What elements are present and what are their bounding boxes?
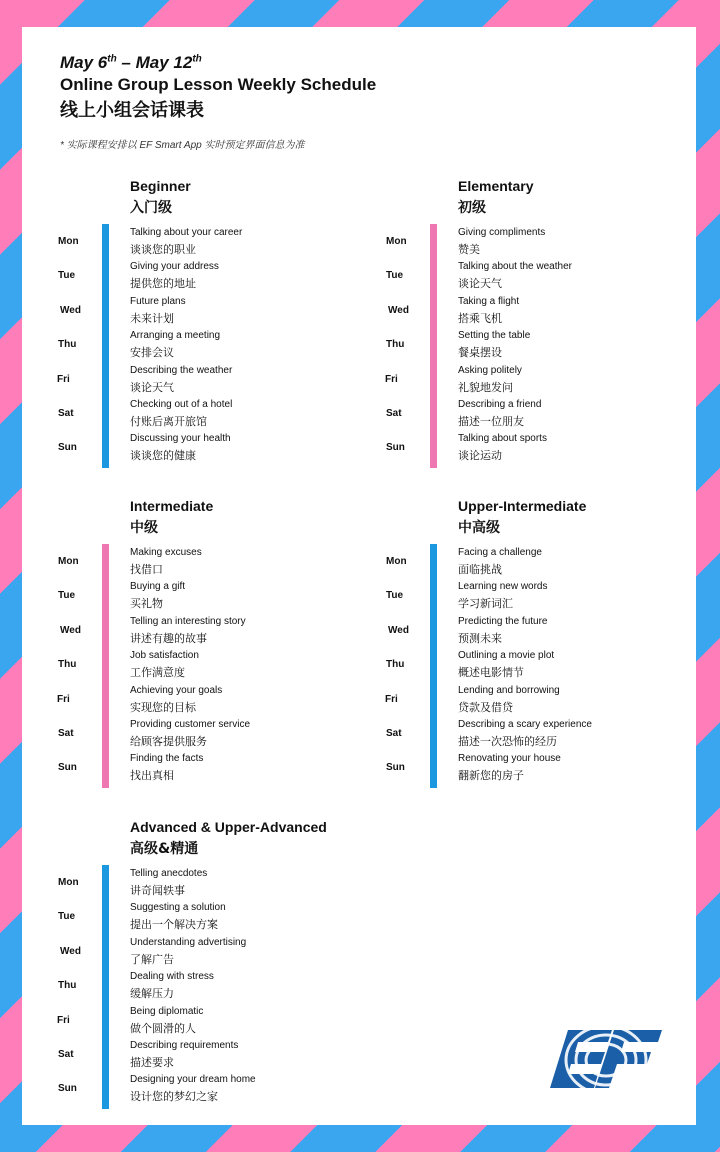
lesson-row <box>386 649 686 683</box>
lesson-row <box>58 546 358 580</box>
schedule-card <box>22 27 696 1125</box>
day-label: Mon <box>386 236 407 247</box>
day-label: Wed <box>60 304 81 316</box>
lesson-topic-en: Being diplomatic <box>130 1005 204 1017</box>
lesson-topic-en: Outlining a movie plot <box>458 650 555 662</box>
lesson-topic-cn: 买礼物 <box>130 597 163 611</box>
day-label: Sun <box>58 442 77 454</box>
lesson-topic-cn: 预测未来 <box>458 631 502 645</box>
day-label: Thu <box>386 659 405 671</box>
level-title-cn: 初级 <box>458 200 486 216</box>
lesson-topic-cn: 学习新词汇 <box>458 597 513 611</box>
day-label: Mon <box>58 236 79 247</box>
lesson-row <box>58 295 358 329</box>
lesson-topic-en: Dealing with stress <box>130 971 214 983</box>
lesson-topic-cn: 缓解压力 <box>130 987 174 1001</box>
lesson-row <box>386 580 686 614</box>
day-label: Sun <box>386 762 405 774</box>
lesson-row <box>386 752 686 786</box>
day-label: Tue <box>58 590 76 602</box>
day-label: Mon <box>58 556 79 567</box>
lesson-row <box>58 649 358 683</box>
lesson-topic-en: Describing a scary experience <box>458 719 592 730</box>
lesson-topic-en: Predicting the future <box>458 615 548 627</box>
lesson-topic-en: Learning new words <box>458 581 548 593</box>
day-label: Thu <box>386 339 405 351</box>
lesson-topic-cn: 付账后离开旅馆 <box>130 415 207 428</box>
lesson-row <box>386 260 686 294</box>
day-label: Sat <box>386 408 402 419</box>
lesson-row <box>58 718 358 752</box>
lesson-topic-cn: 搭乘飞机 <box>458 311 502 325</box>
lesson-topic-cn: 谈谈您的健康 <box>130 449 196 463</box>
lesson-topic-cn: 了解广告 <box>130 952 174 966</box>
lesson-topic-cn: 工作满意度 <box>130 666 185 680</box>
lesson-topic-en: Finding the facts <box>130 753 204 765</box>
day-label: Sun <box>386 442 405 454</box>
day-label: Tue <box>386 270 404 282</box>
lesson-topic-cn: 设计您的梦幻之家 <box>130 1090 218 1104</box>
day-label: Thu <box>58 980 77 992</box>
lesson-topic-en: Job satisfaction <box>130 650 199 662</box>
lesson-row <box>58 329 358 363</box>
day-label: Thu <box>58 339 77 351</box>
lesson-topic-en: Arranging a meeting <box>130 330 221 342</box>
lesson-row <box>58 901 358 935</box>
lesson-topic-cn: 描述一位朋友 <box>458 415 524 428</box>
lesson-topic-en: Talking about your career <box>130 227 243 238</box>
lesson-topic-cn: 概述电影情节 <box>458 666 524 680</box>
lesson-topic-en: Checking out of a hotel <box>130 399 233 410</box>
lesson-topic-en: Describing requirements <box>130 1040 239 1051</box>
lesson-topic-cn: 讲奇闻轶事 <box>130 884 185 897</box>
level-title: Advanced & Upper-Advanced <box>130 819 327 835</box>
lesson-topic-cn: 未来计划 <box>130 311 174 325</box>
day-label: Fri <box>57 693 70 705</box>
level-title: Elementary <box>458 178 534 194</box>
lesson-row <box>58 752 358 786</box>
lesson-row <box>58 615 358 649</box>
lesson-topic-en: Facing a challenge <box>458 547 542 558</box>
ef-logo-icon <box>550 1030 662 1094</box>
lesson-topic-en: Talking about the weather <box>458 261 572 273</box>
lesson-topic-en: Giving your address <box>130 261 219 273</box>
day-label: Wed <box>60 624 81 636</box>
lesson-topic-en: Setting the table <box>458 330 531 342</box>
lesson-row <box>58 684 358 718</box>
lesson-topic-cn: 谈论天气 <box>130 380 174 394</box>
lesson-topic-cn: 描述一次恐怖的经历 <box>458 735 557 748</box>
day-label: Fri <box>385 693 398 705</box>
lesson-row <box>58 432 358 466</box>
lesson-topic-en: Understanding advertising <box>130 936 247 948</box>
level-title: Intermediate <box>130 498 214 514</box>
lesson-topic-en: Making excuses <box>130 547 202 558</box>
lesson-row <box>58 398 358 432</box>
day-label: Wed <box>388 624 409 636</box>
lesson-topic-en: Describing a friend <box>458 399 542 410</box>
day-label: Thu <box>58 659 77 671</box>
day-label: Wed <box>60 945 81 957</box>
day-label: Tue <box>58 270 76 282</box>
lesson-row <box>386 226 686 260</box>
lesson-topic-cn: 谈谈您的职业 <box>130 243 196 256</box>
lesson-topic-en: Designing your dream home <box>130 1074 256 1086</box>
day-label: Fri <box>57 373 70 385</box>
lesson-topic-en: Telling an interesting story <box>130 615 246 627</box>
schedule-note: * 实际课程安排以 EF Smart App 实时预定界面信息为准 <box>60 140 305 151</box>
lesson-row <box>58 260 358 294</box>
lesson-row <box>58 580 358 614</box>
header <box>60 53 376 151</box>
lesson-topic-en: Renovating your house <box>458 753 561 765</box>
lesson-topic-cn: 实现您的目标 <box>130 700 196 714</box>
lesson-row <box>58 364 358 398</box>
day-label: Fri <box>385 373 398 385</box>
day-label: Tue <box>386 590 404 602</box>
lesson-topic-cn: 提出一个解决方案 <box>130 918 218 932</box>
lesson-topic-en: Giving compliments <box>458 227 546 238</box>
lesson-topic-cn: 找借口 <box>130 563 163 576</box>
lesson-topic-en: Future plans <box>130 295 186 307</box>
lesson-topic-cn: 赞美 <box>458 243 480 256</box>
lesson-topic-cn: 谈论天气 <box>458 277 502 291</box>
lesson-row <box>58 1039 358 1073</box>
day-label: Fri <box>57 1014 70 1026</box>
lesson-row <box>58 970 358 1004</box>
lesson-row <box>58 1073 358 1107</box>
page-title: Online Group Lesson Weekly Schedule <box>60 75 377 94</box>
lesson-row <box>386 398 686 432</box>
day-label: Sat <box>386 728 402 739</box>
day-label: Mon <box>58 877 79 888</box>
lesson-row <box>386 329 686 363</box>
lesson-row <box>386 295 686 329</box>
lesson-topic-cn: 面临挑战 <box>458 563 502 576</box>
level-title: Beginner <box>130 178 191 194</box>
lesson-topic-en: Telling anecdotes <box>130 868 208 879</box>
day-label: Wed <box>388 304 409 316</box>
lesson-topic-cn: 讲述有趣的故事 <box>130 631 207 645</box>
lesson-topic-cn: 谈论运动 <box>458 449 502 463</box>
day-label: Sat <box>58 408 74 419</box>
level-title-cn: 中级 <box>130 520 158 536</box>
day-label: Sat <box>58 728 74 739</box>
lesson-topic-en: Buying a gift <box>130 581 186 593</box>
lesson-topic-en: Lending and borrowing <box>458 684 560 696</box>
lesson-row <box>386 718 686 752</box>
lesson-topic-cn: 给顾客提供服务 <box>130 735 207 748</box>
lesson-row <box>58 936 358 970</box>
lesson-topic-en: Suggesting a solution <box>130 902 226 914</box>
day-label: Mon <box>386 556 407 567</box>
day-label: Sun <box>58 1083 77 1095</box>
lesson-topic-en: Talking about sports <box>458 433 547 445</box>
lesson-topic-cn: 餐桌摆设 <box>458 346 502 360</box>
lesson-topic-en: Providing customer service <box>130 719 251 730</box>
lesson-topic-en: Asking politely <box>458 364 522 376</box>
lesson-row <box>386 432 686 466</box>
day-label: Sun <box>58 762 77 774</box>
lesson-row <box>58 226 358 260</box>
lesson-row <box>386 684 686 718</box>
lesson-topic-en: Achieving your goals <box>130 684 223 696</box>
level-title: Upper-Intermediate <box>458 498 587 514</box>
lesson-topic-en: Taking a flight <box>458 295 520 307</box>
lesson-row <box>386 364 686 398</box>
lesson-topic-cn: 礼貌地发问 <box>458 380 513 394</box>
lesson-topic-cn: 做个圆滑的人 <box>130 1021 196 1035</box>
level-title-cn: 高级&精通 <box>130 841 199 857</box>
lesson-topic-cn: 翻新您的房子 <box>458 769 524 783</box>
lesson-topic-cn: 贷款及借贷 <box>458 700 513 714</box>
lesson-row <box>386 615 686 649</box>
lesson-topic-en: Describing the weather <box>130 364 233 376</box>
lesson-topic-cn: 安排会议 <box>130 346 174 360</box>
page-title-cn: 线上小组会话课表 <box>60 100 204 121</box>
day-label: Sat <box>58 1049 74 1060</box>
lesson-row <box>58 867 358 901</box>
level-title-cn: 入门级 <box>130 200 172 216</box>
lesson-topic-cn: 找出真相 <box>130 769 174 783</box>
lesson-row <box>386 546 686 580</box>
day-label: Tue <box>58 911 76 923</box>
date-range: May 6th – May 12th <box>60 53 202 72</box>
lesson-topic-cn: 提供您的地址 <box>130 277 196 291</box>
lesson-topic-cn: 描述要求 <box>130 1056 174 1069</box>
lesson-row <box>58 1005 358 1039</box>
lesson-topic-en: Discussing your health <box>130 433 231 445</box>
level-title-cn: 中高级 <box>458 520 500 536</box>
